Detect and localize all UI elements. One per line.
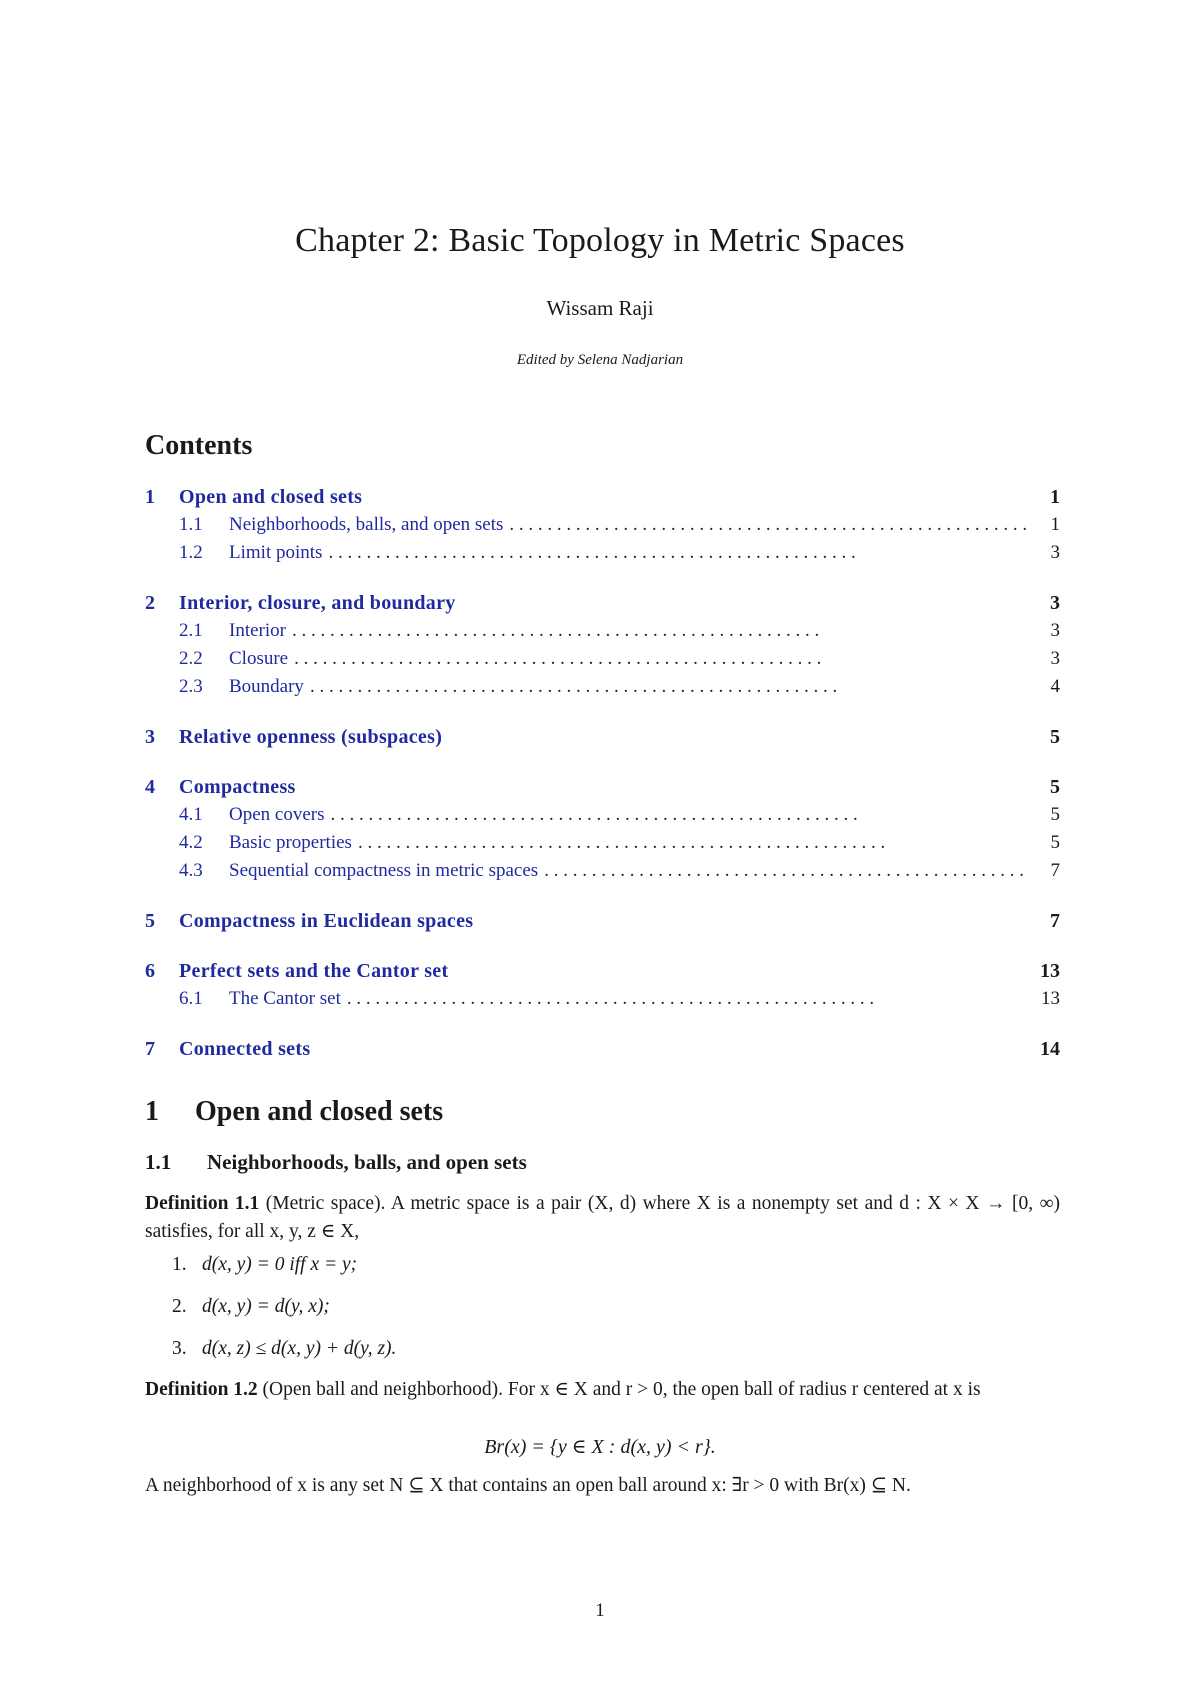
definition-1-2 [145, 1376, 1060, 1404]
toc-page-number: 7 [1050, 860, 1060, 881]
toc-subsection-entry[interactable] [145, 676, 1060, 704]
toc-dot-leader [544, 860, 1030, 882]
toc-section-title[interactable]: Relative openness (subspaces) [179, 726, 443, 748]
toc-section-number[interactable]: 6 [145, 960, 155, 982]
toc-dot-leader [331, 804, 1031, 826]
editor-line: Edited by Selena Nadjarian [516, 352, 684, 368]
toc-dot-leader [294, 648, 1030, 670]
toc-dot-leader [292, 620, 1030, 642]
toc-section-title[interactable]: Compactness in Euclidean spaces [179, 910, 474, 932]
definition-label: Definition 1.2 [145, 1379, 258, 1400]
toc-gap [145, 1016, 1060, 1038]
toc-gap [145, 570, 1060, 592]
toc-dot-leader [509, 514, 1030, 536]
definition-text: (Open ball and neighborhood). For x ∈ X and r > 0, the open ball of radius r centered at x is [262, 1379, 981, 1400]
toc-subsection-number[interactable]: 4.1 [179, 804, 203, 825]
toc-page-number: 5 [1050, 804, 1060, 825]
neighborhood-paragraph: A neighborhood of x is any set N ⊆ X that contains an open ball around x: ∃r > 0 with Br(x) ⊆ N. [145, 1475, 911, 1496]
subsection-title: Neighborhoods, balls, and open sets [207, 1150, 527, 1174]
toc-dot-leader [347, 988, 1030, 1010]
toc-page-number: 3 [1050, 648, 1060, 669]
list-item-text: d(x, z) ≤ d(x, y) + d(y, z). [202, 1338, 397, 1359]
toc-section-title[interactable]: Open and closed sets [179, 486, 363, 508]
toc-page-number: 3 [1050, 620, 1060, 641]
toc-gap [145, 704, 1060, 726]
toc-subsection-number[interactable]: 4.2 [179, 832, 203, 853]
toc-subsection-entry[interactable] [145, 804, 1060, 832]
toc-page-number: 1 [1050, 486, 1060, 508]
toc-section-entry[interactable] [145, 592, 1060, 620]
toc-section-title[interactable]: Connected sets [179, 1038, 311, 1060]
toc-section-title[interactable]: Perfect sets and the Cantor set [179, 960, 449, 982]
subsection-number: 1.1 [145, 1150, 172, 1174]
subsection-heading [145, 1150, 527, 1175]
toc-subsection-entry[interactable] [145, 648, 1060, 676]
list-item-number: 3. [172, 1338, 187, 1359]
toc-subsection-number[interactable]: 1.1 [179, 514, 203, 535]
toc-subsection-entry[interactable] [145, 988, 1060, 1016]
list-item-text: d(x, y) = d(y, x); [202, 1296, 330, 1317]
toc-section-number[interactable]: 4 [145, 776, 155, 798]
toc-subsection-title[interactable]: Open covers [229, 804, 325, 825]
toc-dot-leader [328, 542, 1030, 564]
toc-section-entry[interactable] [145, 486, 1060, 514]
toc-section-entry[interactable] [145, 960, 1060, 988]
toc-subsection-entry[interactable] [145, 620, 1060, 648]
toc-subsection-number[interactable]: 6.1 [179, 988, 203, 1009]
toc-subsection-title[interactable]: Basic properties [229, 832, 352, 853]
toc-page-number: 3 [1050, 542, 1060, 563]
toc-subsection-entry[interactable] [145, 832, 1060, 860]
list-item-number: 2. [172, 1296, 187, 1317]
toc-gap [145, 754, 1060, 776]
toc-section-number[interactable]: 5 [145, 910, 155, 932]
section-number: 1 [145, 1096, 159, 1127]
toc-page-number: 4 [1050, 676, 1060, 697]
definition-text: (Metric space). A metric space is a pair (X, d) where X is a nonempty set and d : X × X → [0, ∞) satisfies, for all x, y, z ∈ X, [145, 1193, 1061, 1242]
chapter-title: Chapter 2: Basic Topology in Metric Spaces [295, 222, 905, 259]
toc-section-entry[interactable] [145, 776, 1060, 804]
toc-subsection-entry[interactable] [145, 514, 1060, 542]
toc-subsection-entry[interactable] [145, 542, 1060, 570]
list-item-text: d(x, y) = 0 iff x = y; [202, 1254, 358, 1275]
definition-1-1 [145, 1190, 1060, 1246]
toc-section-title[interactable]: Compactness [179, 776, 296, 798]
toc-dot-leader [358, 832, 1030, 854]
toc-subsection-number[interactable]: 4.3 [179, 860, 203, 881]
toc-subsection-title[interactable]: The Cantor set [229, 988, 341, 1009]
toc-subsection-title[interactable]: Closure [229, 648, 289, 669]
definition-label: Definition 1.1 [145, 1193, 260, 1214]
toc-subsection-title[interactable]: Sequential compactness in metric spaces [229, 860, 539, 881]
toc-section-entry[interactable] [145, 726, 1060, 754]
toc-subsection-title[interactable]: Limit points [229, 542, 323, 563]
page-number: 1 [595, 1600, 605, 1621]
toc-page-number: 5 [1050, 832, 1060, 853]
list-item [172, 1338, 396, 1360]
toc-page-number: 7 [1050, 910, 1060, 932]
table-of-contents [145, 486, 1060, 1066]
toc-section-entry[interactable] [145, 1038, 1060, 1066]
section-heading [145, 1096, 443, 1128]
toc-page-number: 5 [1050, 776, 1060, 798]
contents-heading: Contents [145, 430, 253, 461]
toc-subsection-number[interactable]: 1.2 [179, 542, 203, 563]
list-item-number: 1. [172, 1254, 187, 1275]
toc-section-entry[interactable] [145, 910, 1060, 938]
section-title: Open and closed sets [195, 1096, 444, 1127]
toc-subsection-title[interactable]: Boundary [229, 676, 304, 697]
toc-section-number[interactable]: 1 [145, 486, 155, 508]
toc-page-number: 13 [1040, 960, 1060, 982]
toc-subsection-title[interactable]: Neighborhoods, balls, and open sets [229, 514, 504, 535]
toc-dot-leader [310, 676, 1030, 698]
toc-section-number[interactable]: 7 [145, 1038, 155, 1060]
toc-page-number: 5 [1050, 726, 1060, 748]
toc-page-number: 1 [1050, 514, 1060, 535]
toc-subsection-number[interactable]: 2.2 [179, 648, 203, 669]
toc-gap [145, 938, 1060, 960]
toc-section-title[interactable]: Interior, closure, and boundary [179, 592, 456, 614]
list-item [172, 1296, 330, 1318]
toc-subsection-number[interactable]: 2.1 [179, 620, 203, 641]
author-name: Wissam Raji [546, 296, 654, 320]
toc-page-number: 13 [1041, 988, 1060, 1009]
toc-page-number: 14 [1040, 1038, 1060, 1060]
display-equation: Br(x) = {y ∈ X : d(x, y) < r}. [484, 1436, 716, 1458]
toc-page-number: 3 [1050, 592, 1060, 614]
toc-gap [145, 888, 1060, 910]
toc-section-number[interactable]: 3 [145, 726, 155, 748]
list-item [172, 1254, 357, 1276]
toc-subsection-title[interactable]: Interior [229, 620, 286, 641]
toc-subsection-entry[interactable] [145, 860, 1060, 888]
toc-subsection-number[interactable]: 2.3 [179, 676, 203, 697]
toc-section-number[interactable]: 2 [145, 592, 155, 614]
